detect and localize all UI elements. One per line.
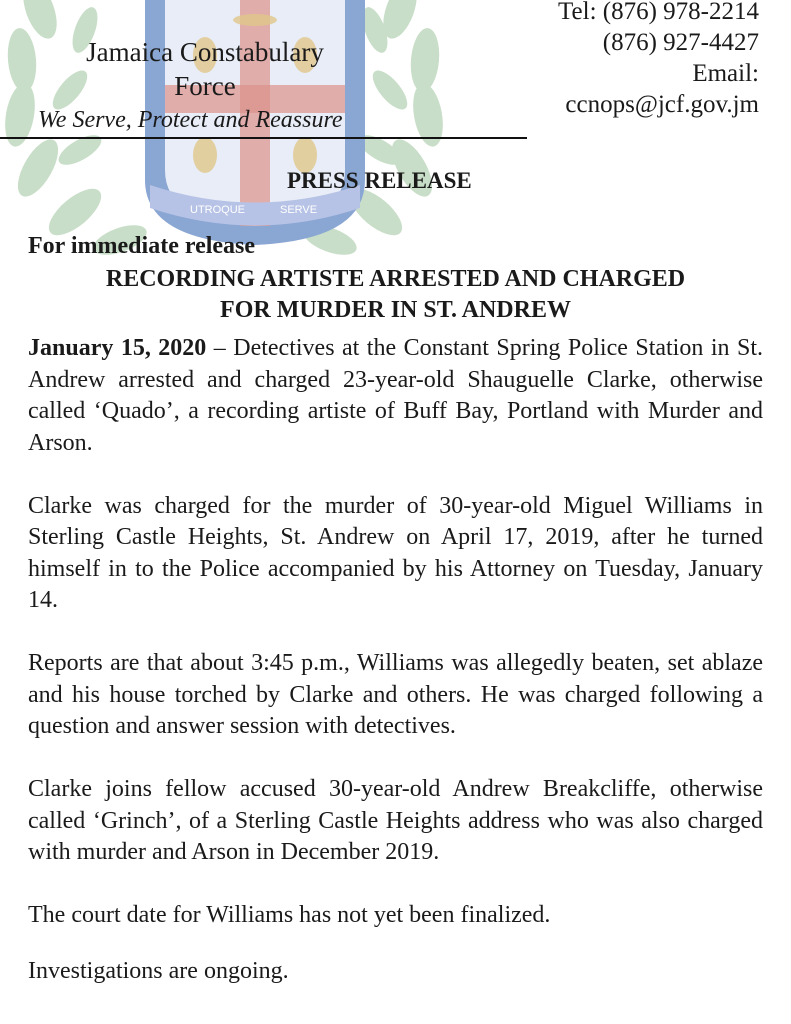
paragraph-1-text: – Detectives at the Constant Spring Police Station in St. Andrew arrested and charged 23-year-old Shauguelle Clarke, otherwise called ‘Quado’, a recording artiste of Buff Bay, Portland with Murder and Arson. bbox=[28, 335, 763, 456]
headline-line1: RECORDING ARTISTE ARRESTED AND CHARGED bbox=[105, 266, 686, 292]
document-type-heading: PRESS RELEASE bbox=[287, 168, 472, 193]
header-divider bbox=[0, 137, 527, 139]
press-release-headline bbox=[28, 264, 763, 326]
contact-block bbox=[558, 0, 759, 120]
email-label: Email: bbox=[692, 60, 759, 87]
press-release-body bbox=[28, 333, 763, 1019]
body-paragraph-5: The court date for Williams has not yet been finalized. bbox=[28, 902, 551, 928]
body-paragraph-2: Clarke was charged for the murder of 30-year-old Miguel Williams in Sterling Castle Heights, St. Andrew on April 17, 2019, after he turned himself in to the Police accompanied by his Attorney on Tuesday, January 14. bbox=[28, 492, 763, 613]
org-name-line2: Force bbox=[174, 71, 236, 101]
crest-banner-right: SERVE bbox=[280, 204, 318, 216]
body-paragraph-3: Reports are that about 3:45 p.m., Williams was allegedly beaten, set ablaze and his house torched by Clarke and others. He was charged following a question and answer session with detectives. bbox=[28, 650, 763, 739]
headline-line2: FOR MURDER IN ST. ANDREW bbox=[220, 297, 571, 323]
org-name-line1: Jamaica Constabulary bbox=[86, 37, 324, 67]
release-type-label: For immediate release bbox=[28, 233, 256, 259]
body-paragraph-6: Investigations are ongoing. bbox=[28, 957, 289, 984]
body-paragraph-4: Clarke joins fellow accused 30-year-old Andrew Breakcliffe, otherwise called ‘Grinch’, of a Sterling Castle Heights address who was also charged with murder and Arson in December 2019. bbox=[28, 776, 763, 865]
body-paragraph-1 bbox=[28, 333, 763, 459]
dateline: January 15, 2020 bbox=[28, 335, 207, 361]
email-address: ccnops@jcf.gov.jm bbox=[565, 91, 759, 118]
organization-motto: We Serve, Protect and Reassure bbox=[38, 107, 343, 133]
crest-banner-left: UTROQUE bbox=[190, 204, 245, 216]
phone-secondary: (876) 927-4427 bbox=[602, 29, 759, 56]
organization-name bbox=[55, 35, 355, 103]
phone-primary: Tel: (876) 978-2214 bbox=[558, 0, 759, 25]
